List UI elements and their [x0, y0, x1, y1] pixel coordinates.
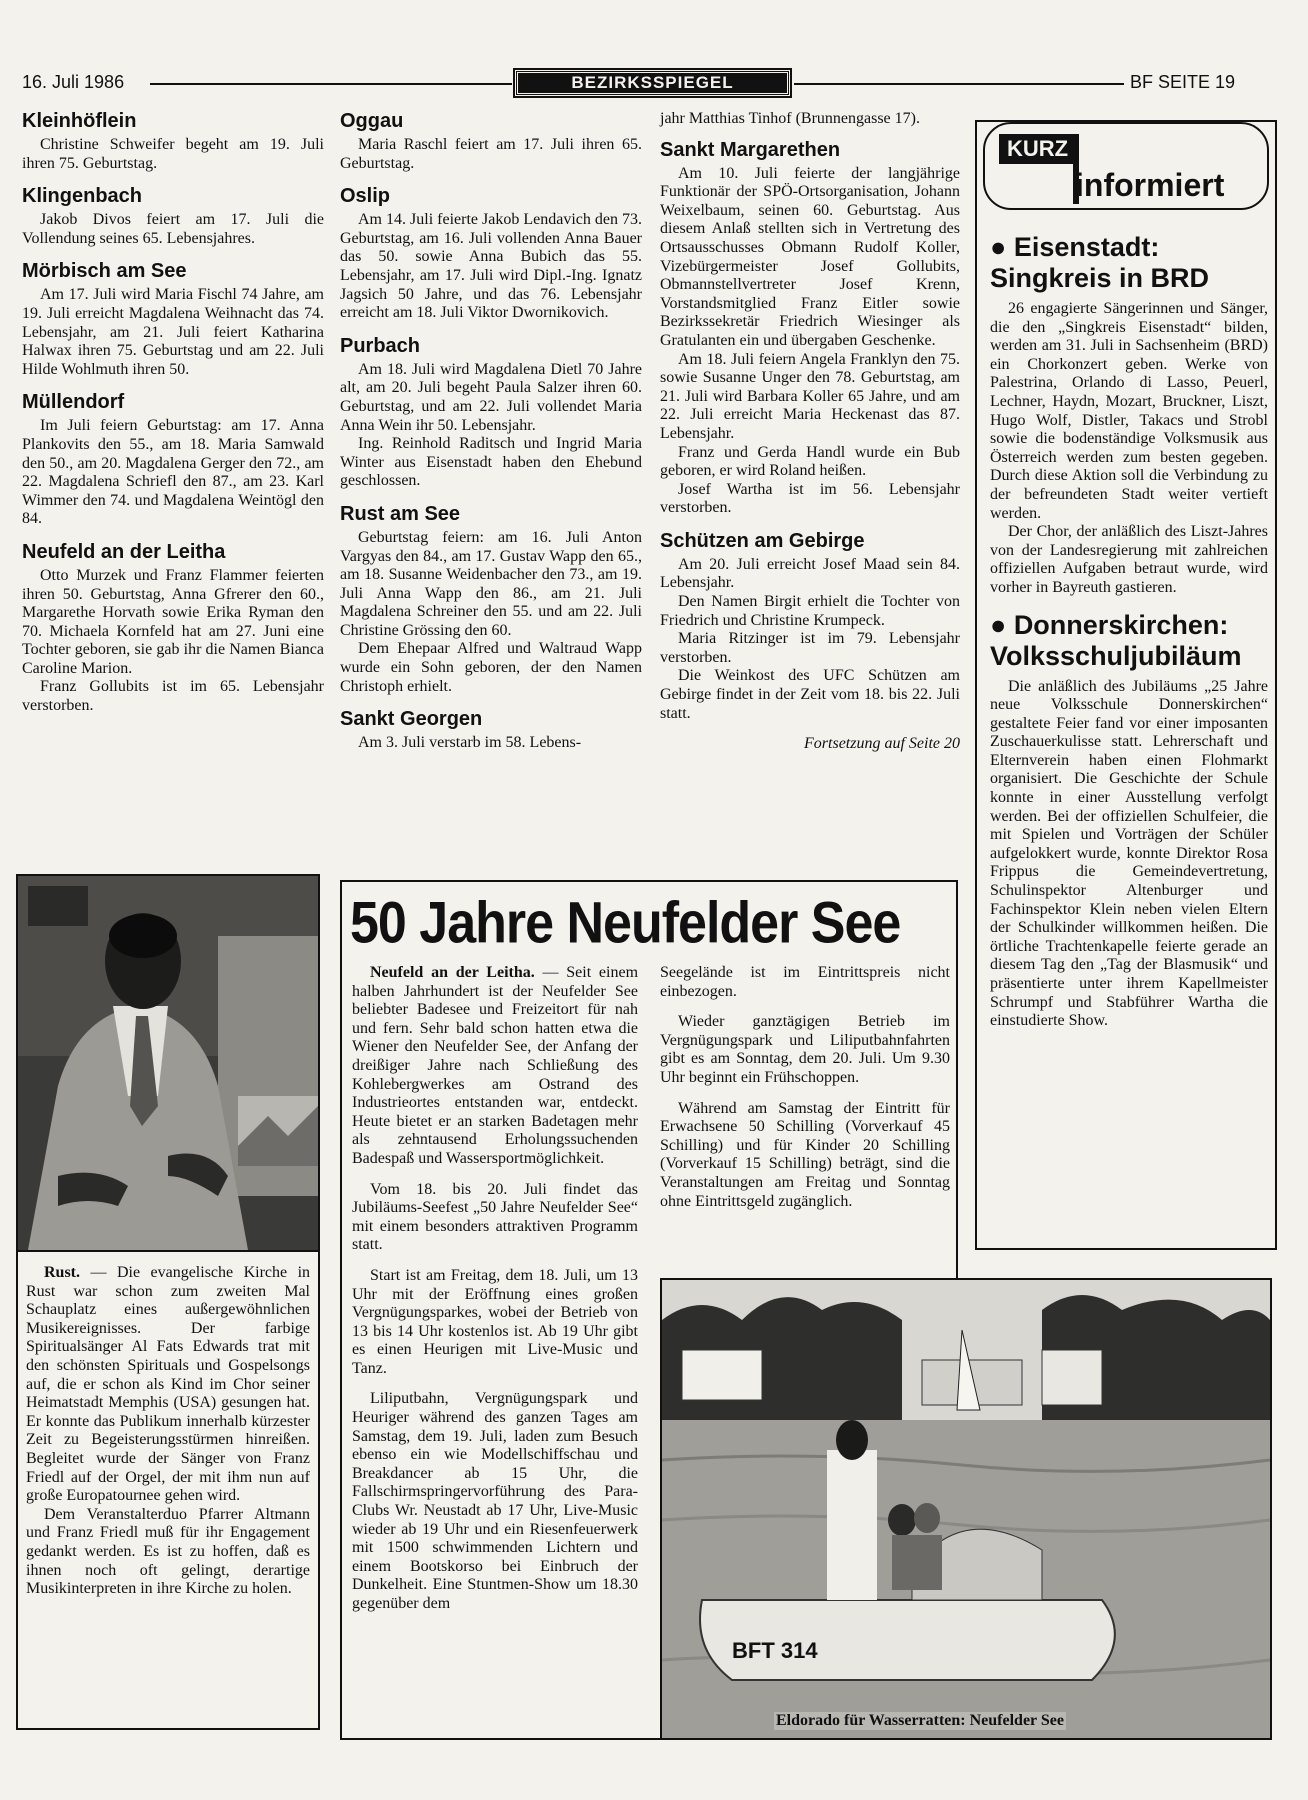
section-title: Müllendorf — [22, 391, 125, 414]
continued-note: Fortsetzung auf Seite 20 — [804, 735, 960, 753]
paragraph: Josef Wartha ist im 56. Lebensjahr verstorben. — [660, 480, 960, 517]
feature-right-paragraph: Seegelände ist im Eintrittspreis nicht einbezogen. — [660, 964, 950, 1000]
kurz-item-1 — [990, 610, 1268, 1031]
col3-section-1 — [660, 530, 960, 723]
paragraph: Franz Gollubits ist im 65. Lebensjahr verstorben. — [22, 678, 324, 715]
col1-section-0 — [22, 110, 324, 173]
column-3 — [660, 110, 960, 753]
kurz-logo — [983, 122, 1269, 210]
section-title: ● Donnerskirchen: Volksschuljubiläum — [990, 609, 1242, 671]
section-title: ● Eisenstadt: Singkreis in BRD — [990, 232, 1210, 293]
lake-photo-art — [662, 1280, 1270, 1738]
paragraph: Am 18. Juli feiern Angela Franklyn den 75. sowie Susanne Unger den 78. Geburtstag, am 21. Juli wird Barbara Koller 65 Jahre, und am 22. Juli erreicht Maria Heckenast das 87. Lebensjahr. — [660, 350, 960, 442]
feature-left-para-1: — Seit einem halben Jahrhundert ist der Neufelder See beliebter Badesee und Freizeitort für nah und fern. Sehr bald schon hatten etwa die Wiener den Neufelder See, der Anfang der dreißiger Jahre nach Schließung des Kohlebergwerkes am Ostrand des Industrieortes entstanden war, entdeckt. Heute bietet er an starken Badetagen mehr als zehntausend Erholungssuchenden Badespaß und Wassersportmöglichkeit. — [352, 964, 639, 1167]
paragraph: Jakob Divos feiert am 17. Juli die Vollendung seines 65. Lebensjahres. — [22, 211, 324, 247]
col2-section-2 — [340, 335, 642, 491]
paragraph: Maria Ritzinger ist im 79. Lebensjahr verstorben. — [660, 630, 960, 666]
paragraph: Den Namen Birgit erhielt die Tochter von Friedrich und Christine Krumpeck. — [660, 593, 960, 629]
section-title: Klingenbach — [22, 185, 143, 208]
rust-para-1: — Die evangelische Kirche in Rust war schon zum zweiten Mal Schauplatz eines außergewöhnlichen Musikereignisses. Der farbige Spiritualsänger Al Fats Edwards trat mit den schönsten Spirituals und Gospelsongs auf, die er schon als Kind im Chor seiner Heimatstadt Memphis (USA) gesungen hat. Er konnte das Publikum innerhalb kürzester Zeit zu Begeisterungsstürmen hinreißen. Begleitet wurde der Sänger von Franz Friedl auf der Orgel, der mit ihm nun auf große Europatournee gehen wird. — [26, 1264, 311, 1505]
section-title: Oslip — [340, 185, 391, 208]
feature-left-paragraph: Liliputbahn, Vergnügungspark und Heuriger während des ganzen Tages am Samstag, dem 19. Juli, laden zum Besuch ebenso ein wie Modellschiffschau und Breakdancer ab 15 Uhr, die Fallschirmspringervorführung des Para-Clubs Wr. Neustadt ab 17 Uhr, Live-Music wieder ab 19 Uhr und ein Riesenfeuerwerk mit 1500 schwimmenden Lichtern und einem Bootskorso bei Einbruch der Dunkelheit. Eine Stuntmen-Show um 18.30 gegenüber dem — [352, 1390, 638, 1612]
paragraph: Maria Raschl feiert am 17. Juli ihren 65. Geburtstag. — [340, 136, 642, 172]
feature-left-paragraph: Start ist am Freitag, dem 18. Juli, um 13 Uhr mit der Eröffnung eines großen Vergnügungsparkes, wobei der Betrieb von 13 bis 14 Uhr kostenlos ist. Ab 19 Uhr gibt es einen Heurigen mit Live-Music und Tanz. — [352, 1266, 638, 1377]
page-number: BF SEITE 19 — [1130, 72, 1236, 92]
lake-photo — [660, 1278, 1272, 1740]
col2-section-4 — [340, 708, 642, 753]
header-rule-right — [794, 83, 1124, 85]
lake-photo-caption: Eldorado für Wasserratten: Neufelder See — [776, 1712, 1064, 1729]
paragraph: Am 3. Juli verstarb im 58. Lebens- — [358, 734, 582, 752]
col2-section-3 — [340, 503, 642, 696]
section-title: Mörbisch am See — [22, 260, 187, 283]
col1-section-1 — [22, 185, 324, 248]
col2-section-0 — [340, 110, 642, 173]
feature-right-paragraph: Wieder ganztägigen Betrieb im Vergnügungspark und Liliputbahnfahrten gibt es am Sonntag, dem 20. Juli. Um 9.30 Uhr beginnt ein Frühschoppen. — [660, 1013, 950, 1086]
rust-text — [26, 1264, 310, 1599]
paragraph: Geburtstag feiern: am 16. Juli Anton Vargyas den 84., am 17. Gustav Wapp den 65., am 18. Susanne Weidenbacher den 73., am 19. Juli Anna Wapp den 86., am 21. Juli Magdalena Schreiner den 55. und am 22. Juli Christine Grössing den 60. — [340, 528, 642, 639]
col3-section-0 — [660, 139, 960, 518]
section-title: Schützen am Gebirge — [660, 529, 865, 552]
paragraph: Ing. Reinhold Raditsch und Ingrid Maria Winter aus Eisenstadt haben den Ehebund geschlossen. — [340, 435, 642, 490]
paragraph: Am 18. Juli wird Magdalena Dietl 70 Jahre alt, am 20. Juli begeht Paula Salzer ihren 60. Geburtstag, und am 22. Juli vollendet Maria Anna Wein ihr 50. Lebensjahr. — [340, 360, 642, 434]
rust-para-2: Dem Veranstalterduo Pfarrer Altmann und Franz Friedl muß für ihr Engagement gedankt werden. Es ist zu hoffen, daß es ihnen noch oft gelingt, derartige Musikinterpreten in ihre Kirche zu holen. — [26, 1505, 310, 1598]
section-banner — [515, 70, 790, 96]
feature-left-column — [352, 964, 638, 1614]
feature-headline: 50 Jahre Neufelder See — [350, 891, 901, 957]
kurz-item-0 — [990, 232, 1268, 598]
section-title: Rust am See — [340, 502, 461, 525]
section-title: Neufeld an der Leitha — [22, 540, 226, 563]
paragraph: 26 engagierte Sängerinnen und Sänger, die den „Singkreis Eisenstadt“ bilden, werden am 31. Juli in Sachsenheim (BRD) ein Chorkonzert geben. Werke von Palestrina, Orlando di Lasso, Peuerl, Lechner, Haydn, Mozart, Bruckner, Liszt, Hugo Wolf, Distler, Takacs und Strobl sowie die bodenständige Volksmusik aus Österreich werden zum besten gegeben. Durch diese Aktion soll die Verbindung zu der befreundeten Stadt weiter vertieft werden. — [990, 300, 1268, 522]
section-title: Sankt Georgen — [340, 708, 483, 731]
column-2 — [340, 110, 642, 765]
section-title: Oggau — [340, 110, 404, 132]
column-1 — [22, 110, 324, 728]
feature-left-paragraph: Vom 18. bis 20. Juli findet das Jubiläums-Seefest „50 Jahre Neufelder See“ mit einem besonders attraktiven Programm statt. — [352, 1180, 638, 1254]
bullet-icon: ● — [990, 609, 1014, 640]
section-title: Kleinhöflein — [22, 110, 137, 132]
paragraph: Dem Ehepaar Alfred und Waltraud Wapp wurde ein Sohn geboren, der den Namen Christoph erhielt. — [340, 640, 642, 695]
paragraph: Franz und Gerda Handl wurde ein Bub geboren, er wird Roland heißen. — [660, 443, 960, 480]
section-title: Purbach — [340, 334, 421, 357]
col2-section-1 — [340, 185, 642, 323]
kurz-items — [990, 232, 1268, 1043]
bullet-icon: ● — [990, 232, 1014, 262]
rust-lead: Rust. — [44, 1264, 81, 1281]
paragraph: Die anläßlich des Jubiläums „25 Jahre neue Volksschule Donnerskirchen“ gestaltete Feier fand vor einer imposanten Zuschauerkulisse statt. Lehrerschaft und Elternverein haben einen Flohmarkt organisiert. Die Geschichte der Schule konnte in einer Ausstellung verfolgt werden. Bei der offiziellen Schulfeier, die mit Spielen und Vorträgen der Schüler aufgelokkert wurde, konnte Direktor Rosa Frippus die Gemeindevertretung, Schulinspektor Altenburger und Fachinspektor Klein neben vielen Eltern der Schulkinder willkommen heißen. Die örtliche Trachtenkapelle feierte gerade an diesem Tag den „Tag der Blasmusik“ und präsentierte unter ihrem Kapellmeister Schrumpf und Stabführer Wartha die einstudierte Show. — [990, 677, 1268, 1030]
paragraph: Christine Schweifer begeht am 19. Juli ihren 75. Geburtstag. — [22, 136, 324, 172]
boat-label: BFT 314 — [732, 1638, 818, 1663]
col1-section-3 — [22, 391, 324, 529]
paragraph: Am 20. Juli erreicht Josef Maad sein 84. Lebensjahr. — [660, 555, 960, 592]
paragraph: Am 17. Juli wird Maria Fischl 74 Jahre, am 19. Juli erreicht Magdalena Weihnacht das 74. Lebensjahr, am 21. Juli feiert Katharina Halwax ihren 75. Geburtstag und am 22. Juli Hilde Wohlmuth ihren 50. — [22, 286, 324, 378]
kurz-logo-label: KURZ — [999, 134, 1076, 164]
paragraph: Otto Murzek und Franz Flammer feierten ihren 50. Geburtstag, Anna Gfrerer den 60., Margarethe Horvath sowie Erika Ryman den 70. Michaela Kornfeld hat am 27. Juni eine Tochter geboren, sie gab ihr die Namen Bianca Caroline Marion. — [22, 566, 324, 677]
col1-section-2 — [22, 260, 324, 379]
col3-lead: jahr Matthias Tinhof (Brunnengasse 17). — [660, 110, 920, 127]
section-title: Sankt Margarethen — [660, 138, 841, 161]
issue-date: 16. Juli 1986 — [22, 72, 125, 92]
col1-section-4 — [22, 541, 324, 716]
singer-photo-art — [18, 876, 318, 1250]
header-rule-left — [150, 83, 512, 85]
feature-right-column — [660, 964, 950, 1211]
kurz-logo-informiert: informiert — [1075, 167, 1225, 203]
paragraph: Am 14. Juli feierte Jakob Lendavich den 73. Geburtstag, am 16. Juli vollenden Anna Bauer das 50. sowie Anna Bubich das 55. Lebensjahr, am 17. Juli wird Dipl.-Ing. Ignatz Jagsich 50 Jahre, und das 76. Lebensjahr erreicht am 18. Juli Viktor Dwornikovich. — [340, 211, 642, 322]
singer-photo — [16, 874, 320, 1252]
feature-lead: Neufeld an der Leitha. — [370, 964, 535, 981]
paragraph: Die Weinkost des UFC Schützen am Gebirge findet in der Zeit vom 18. bis 22. Juli statt. — [660, 667, 960, 722]
section-title: BEZIRKSSPIEGEL — [571, 73, 734, 92]
paragraph: Im Juli feiern Geburtstag: am 17. Anna Plankovits den 55., am 18. Maria Samwald den 50., am 20. Magdalena Gerger den 72., am 22. Magdalena Schriefl den 87., am 23. Karl Wimmer den 74. und Magdalena Weintögl den 84. — [22, 417, 324, 528]
paragraph: Am 10. Juli feierte der langjährige Funktionär der SPÖ-Ortsorganisation, Johann Weixelbaum, seinen 60. Geburtstag. Aus diesem Anlaß stellten sich in Vertretung des Ortsausschusses Obmann Rudolf Koller, Vizebürgermeister Josef Gollubits, Obmannstellvertreter Josef Krenn, Vorstandsmitglied Franz Eitler sowie Bezirkssekretär Friedrich Wiesinger als Gratulanten ein und übergaben Geschenke. — [660, 164, 960, 349]
paragraph: Der Chor, der anläßlich des Liszt-Jahres von der Landesregierung mit zahlreichen offiziellen Aufgaben betraut wurde, wird vorher in Bayreuth gastieren. — [990, 523, 1268, 596]
feature-right-paragraph: Während am Samstag der Eintritt für Erwachsene 50 Schilling (Vorverkauf 45 Schilling) und für Kinder 20 Schilling (Vorverkauf 15 Schilling) beträgt, sind die Veranstaltungen am Freitag und Sonntag ohne Eintrittsgeld zugänglich. — [660, 1099, 950, 1210]
